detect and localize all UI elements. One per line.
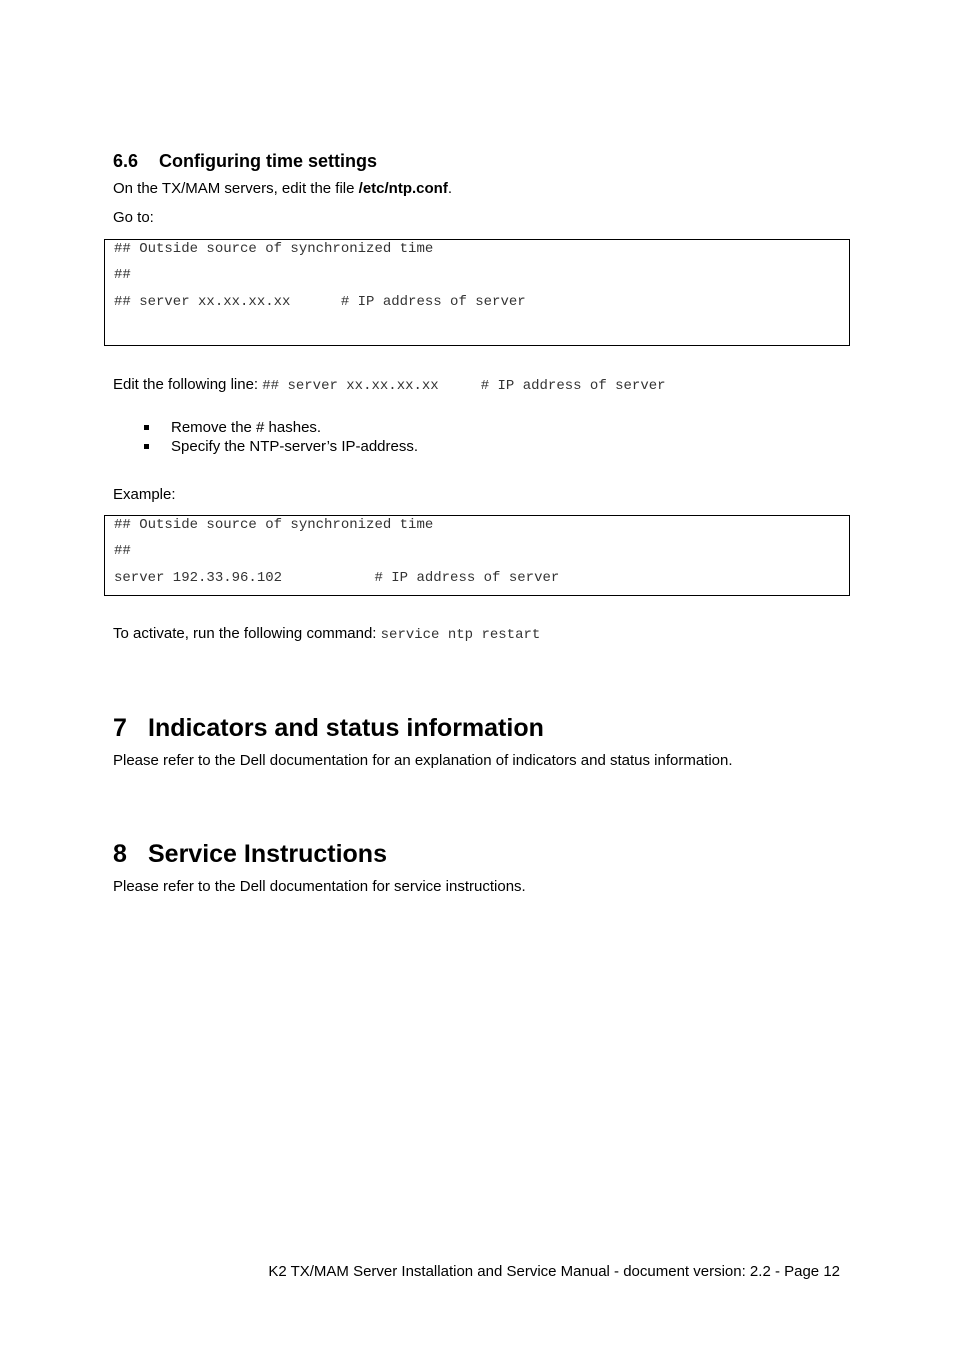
intro-paragraph: [113, 180, 452, 198]
code-block-1: [104, 239, 850, 346]
code-line: ## server xx.xx.xx.xx # IP address of server: [114, 294, 526, 310]
code-block-2: [104, 515, 850, 596]
file-path: /etc/ntp.conf: [358, 180, 448, 197]
code-line: ##: [114, 543, 131, 559]
code-line: ## Outside source of synchronized time: [114, 241, 434, 257]
list-item: Specify the NTP-server’s IP-address.: [171, 438, 419, 455]
activate-text: To activate, run the following command:: [113, 625, 381, 642]
goto-label: Go to:: [113, 209, 154, 226]
example-label: Example:: [113, 486, 176, 503]
bullet-marker: [144, 425, 149, 430]
section-8-heading: [113, 839, 387, 869]
activate-command: service ntp restart: [380, 627, 541, 643]
edit-text: Edit the following line:: [113, 376, 263, 393]
page-footer: K2 TX/MAM Server Installation and Service Manual - document version: 2.2 - Page 12: [268, 1263, 840, 1280]
section-number: 8: [113, 840, 127, 868]
section-title: Indicators and status information: [148, 714, 544, 742]
section-7-text: Please refer to the Dell documentation for an explanation of indicators and status information.: [113, 752, 733, 769]
code-line: ## Outside source of synchronized time: [114, 517, 434, 533]
section-number: 7: [113, 714, 127, 742]
intro-suffix: .: [447, 180, 452, 197]
section-title: Service Instructions: [148, 840, 387, 868]
edit-code: ## server xx.xx.xx.xx # IP address of server: [262, 378, 666, 394]
list-item: Remove the # hashes.: [171, 419, 322, 436]
section-7-heading: [113, 713, 544, 743]
bullet-marker: [144, 444, 149, 449]
section-title: Configuring time settings: [159, 151, 377, 171]
intro-text: On the TX/MAM servers, edit the file: [113, 180, 359, 197]
code-line: ##: [114, 267, 131, 283]
edit-line-paragraph: [113, 376, 666, 395]
code-line: server 192.33.96.102 # IP address of server: [114, 570, 560, 586]
section-number: 6.6: [113, 151, 139, 171]
activate-paragraph: [113, 625, 540, 644]
section-8-text: Please refer to the Dell documentation for service instructions.: [113, 878, 526, 895]
section-6-6-heading: [113, 150, 377, 172]
